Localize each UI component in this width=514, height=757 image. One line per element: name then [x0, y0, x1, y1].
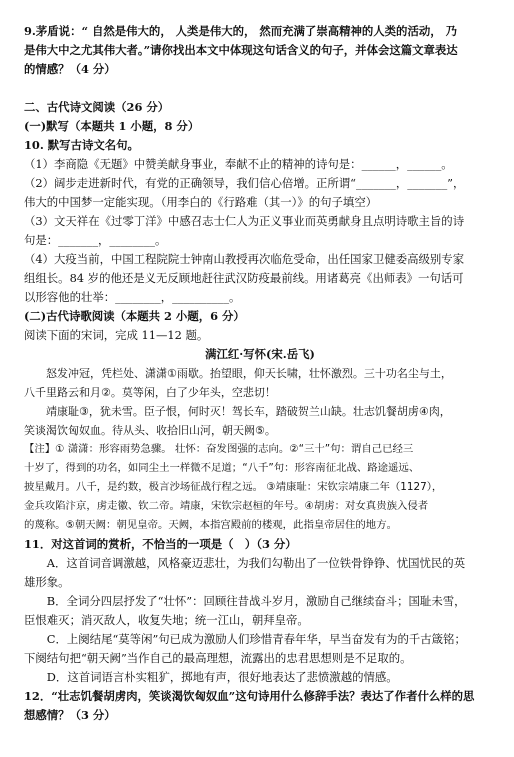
q10-item-2-cont: 伟大的中国梦一定能实现。（用李白的《行路难（其一）》的句子填空）	[24, 195, 378, 209]
q10-item-4: （4）大疫当前，中国工程院院士钟南山教授再次临危受命，出任国家卫健委高级别专家	[24, 252, 465, 266]
reading-intro: 阅读下面的宋词，完成 11—12 题。	[24, 328, 209, 342]
question-12: 12．“壮志饥餐胡虏肉，笑谈渴饮匈奴血”这句诗用什么修辞手法？表达了作者什么样的思	[24, 689, 475, 703]
q9-line: 9.茅盾说：“ 自然是伟大的， 人类是伟大的， 然而充满了崇高精神的人类的活动， 乃	[24, 24, 457, 38]
option-b: B．全词分四层抒发了“壮怀”：回顾往昔战斗岁月，激励自己继续奋斗；国耻未雪，	[46, 594, 466, 608]
section-title: 二、古代诗文阅读（26 分）	[24, 100, 170, 114]
subsection-title: (二)古代诗歌阅读（本题共 2 小题，6 分）	[24, 309, 245, 323]
annotation-line: 的蔑称。⑤朝天阙：朝见皇帝。天阙，本指宫殿前的楼观，此指皇帝居住的地方。	[24, 519, 397, 531]
option-d: D．这首词语言朴实粗犷，掷地有声，很好地表达了悲愤激越的情感。	[46, 670, 398, 684]
question-11: 11．对这首词的赏析，不恰当的一项是（ ）（3 分）	[24, 537, 297, 551]
q10-item-1: （1）李商隐《无题》中赞美献身事业，奉献不止的精神的诗句是：______，______。	[24, 157, 453, 171]
question-12-cont: 想感情？（3 分）	[24, 708, 116, 722]
annotation-line: 披星戴月。八千，是约数，极言沙场征战行程之远。 ③靖康耻：宋钦宗靖康二年（1127），	[24, 481, 443, 493]
annotation-line: 十岁了，得到的功名，如同尘土一样微不足道；“八千”句：形容南征北战、路途遥远、	[24, 462, 420, 474]
spacer	[24, 79, 496, 98]
q10-item-4-cont: 以形容他的壮举：________，__________。	[24, 290, 241, 304]
option-a: A．这首词音调激越，风格豪迈悲壮，为我们勾勒出了一位铁骨铮铮、忧国忧民的英	[46, 556, 466, 570]
annotation-line: 金兵攻陷汴京，虏走徽、钦二帝。靖康，宋钦宗赵桓的年号。④胡虏：对女真贵族入侵者	[24, 500, 429, 512]
annotation-line: 【注】① 潇潇：形容雨势急骤。 壮怀：奋发图强的志向。②“三十”句：谓自己已经三	[24, 443, 414, 455]
option-b-cont: 臣恨难灭；消灭敌人，收复失地；统一江山，朝拜皇帝。	[24, 613, 309, 627]
q10-item-3-cont: 句是：_______，________。	[24, 233, 167, 247]
poem-line: 怒发冲冠，凭栏处、潇潇①雨歇。抬望眼，仰天长啸，壮怀激烈。三十功名尘与土，	[46, 367, 452, 380]
option-a-cont: 雄形象。	[24, 575, 70, 589]
question-10: 10. 默写古诗文名句。	[24, 138, 139, 152]
q10-item-4-cont: 组组长。84 岁的他还是义无反顾地赶往武汉防疫最前线。用诸葛亮《出师表》一句话可	[24, 271, 464, 285]
subsection-title: (一)默写（本题共 1 小题，8 分）	[24, 119, 200, 133]
q10-item-3: （3）文天祥在《过零丁洋》中感召志士仁人为正义事业而英勇献身且点明诗歌主旨的诗	[24, 214, 465, 228]
poem-line: 八千里路云和月②。莫等闲，白了少年头，空悲切！	[24, 386, 276, 399]
q9-line: 是伟大中之尤其伟大者。”请你找出本文中体现这句话含义的句子，并体会这篇文章表达	[24, 43, 458, 57]
option-c-cont: 下阕结句把“朝天阙”当作自己的最高理想，流露出的忠君思想则是不足取的。	[24, 651, 412, 665]
q10-item-2: （2）阔步走进新时代，有党的正确领导，我们信心倍增。正所谓“_______，_______”，	[24, 176, 465, 190]
poem-title: 满江红·写怀(宋.岳飞)	[205, 347, 315, 361]
poem-line: 靖康耻③，犹未雪。臣子恨，何时灭！驾长车，踏破贺兰山缺。壮志饥餐胡虏④肉，	[46, 405, 451, 418]
q9-line: 的情感？（4 分）	[24, 62, 116, 76]
poem-line: 笑谈渴饮匈奴血。待从头、收拾旧山河，朝天阙⑤。	[24, 424, 276, 437]
option-c: C．上阕结尾“莫等闲”句已成为激励人们珍惜青春年华，早当奋发有为的千古箴铭；	[46, 632, 466, 646]
